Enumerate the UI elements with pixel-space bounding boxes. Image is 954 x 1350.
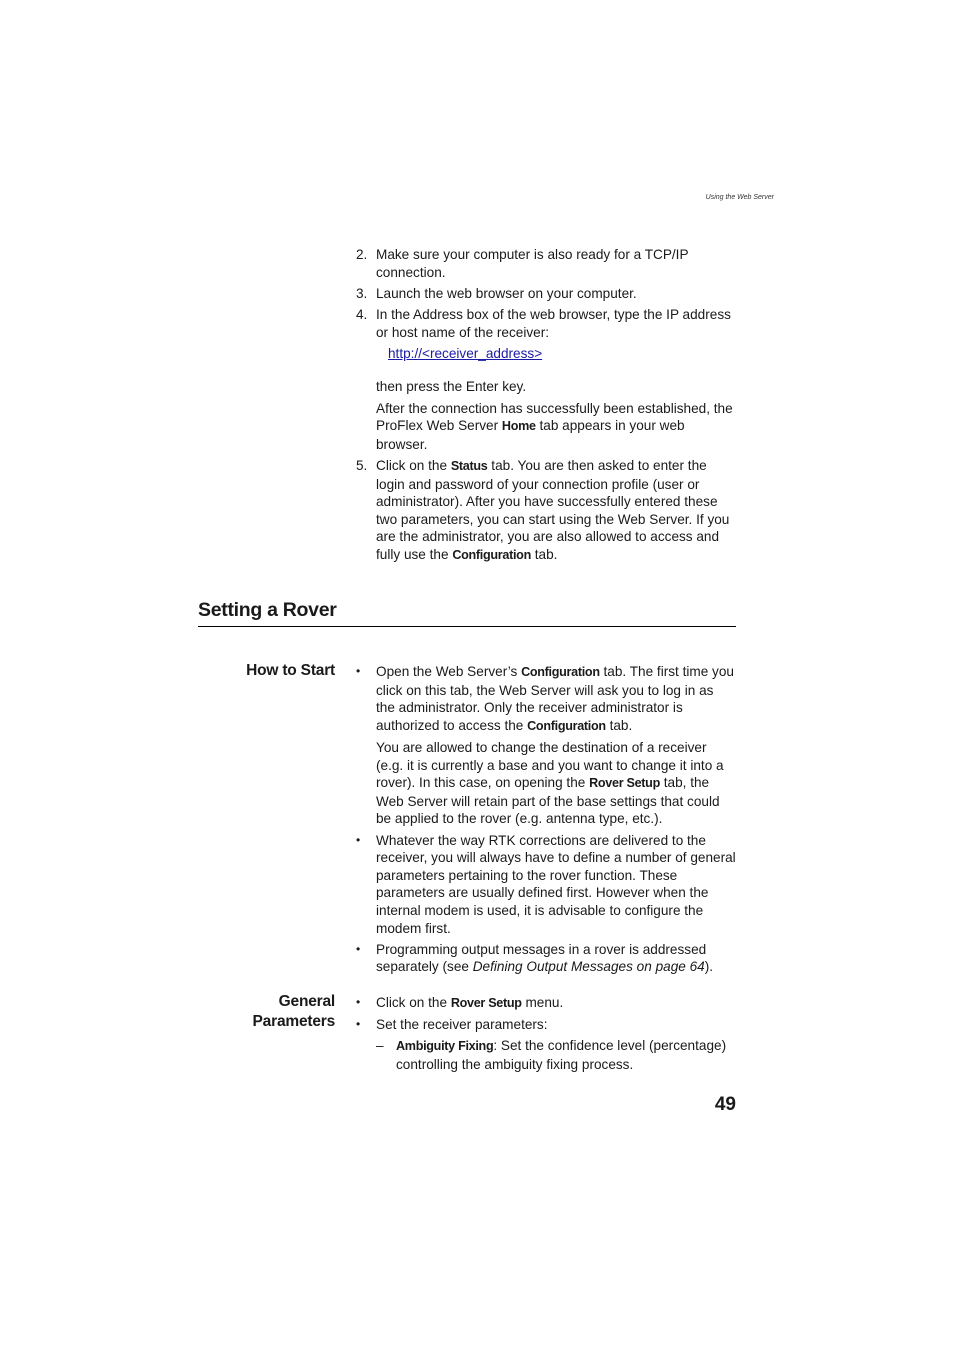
running-head: Using the Web Server	[705, 194, 774, 201]
text-run: menu.	[521, 995, 564, 1010]
bullet-icon: •	[356, 1017, 361, 1032]
page-number: 49	[714, 1094, 736, 1115]
after-connection-text	[356, 400, 736, 454]
section-title: Setting a Rover	[198, 598, 736, 627]
rover-setup-menu-label: Rover Setup	[450, 996, 522, 1010]
status-tab-label: Status	[450, 458, 488, 473]
general-parameters-heading	[198, 992, 335, 1032]
list-item	[356, 285, 736, 303]
text-run: Set the receiver parameters:	[376, 1017, 548, 1033]
steps-list	[356, 246, 736, 568]
text-run: After the connection has successfully been established, the ProFlex Web Server	[376, 400, 733, 434]
step-number: 3.	[356, 285, 368, 301]
bullet-icon: •	[356, 995, 361, 1009]
step-number: 4.	[356, 306, 368, 322]
list-item	[356, 306, 736, 341]
heading-line: Parameters	[252, 1013, 335, 1030]
text-run: tab, the Web Server will retain part of the base settings that could be applied to the rover (e.g. antenna type, etc.).	[376, 775, 720, 827]
text-run: You are allowed to change the destination of a receiver (e.g. it is currently a base and you want to change it into a rover). In this case, on opening the	[376, 739, 724, 791]
text-run: tab. You are then asked to enter the login and password of your connection profile (user or administrator). After you have successfully entered these two parameters, you can start using the Web Server. If you are the administrator, you are also allowed to access and fully use the	[376, 457, 730, 562]
list-item	[356, 457, 736, 565]
text-run: Programming output messages in a rover is addressed separately (see	[376, 941, 707, 975]
then-press-text: then press the Enter key.	[376, 379, 527, 395]
step-text: In the Address box of the web browser, type the IP address or host name of the receiver:	[376, 306, 731, 340]
text-run: Open the Web Server’s	[376, 664, 522, 679]
configuration-tab-label: Configuration	[527, 718, 606, 733]
how-to-start-heading: How to Start	[246, 662, 335, 679]
cross-reference[interactable]: Defining Output Messages on page 64	[472, 959, 705, 975]
sub-list-item	[356, 1037, 736, 1073]
list-item	[356, 994, 736, 1013]
configuration-tab-label: Configuration	[521, 665, 600, 679]
text-run: : Set the confidence level (percentage) controlling the ambiguity fixing process.	[396, 1038, 727, 1072]
receiver-address-link[interactable]: http://<receiver_address>	[388, 345, 543, 361]
text-run: Whatever the way RTK corrections are delivered to the receiver, you will always have to define a number of general parameters pertaining to the rover function. These parameters are usually defined first. However when the internal modem is used, it is advisable to configure the modem first.	[376, 832, 736, 936]
ambiguity-fixing-label: Ambiguity Fixing	[396, 1039, 494, 1054]
bullet-icon: •	[356, 664, 361, 678]
text-run: Click on the	[376, 457, 451, 473]
destination-paragraph	[356, 739, 736, 828]
text-run: tab appears in your web browser.	[376, 418, 685, 452]
url-line	[356, 345, 736, 363]
general-parameters-content	[356, 994, 736, 1077]
text-run: ).	[704, 959, 714, 975]
text-run: Click on the	[376, 995, 451, 1010]
list-item	[356, 246, 736, 281]
dash-icon: –	[376, 1038, 384, 1054]
text-run: tab. The first time you click on this tab, the Web Server will ask you to log in as the administrator. Only the receiver administrator is authorized to access the	[376, 664, 734, 733]
list-item	[356, 663, 736, 735]
heading-line: General	[278, 993, 335, 1010]
configuration-tab-label: Configuration	[452, 547, 531, 562]
bullet-icon: •	[356, 832, 361, 847]
step-number: 5.	[356, 457, 368, 473]
step-text: Launch the web browser on your computer.	[376, 285, 637, 301]
text-run: tab.	[605, 717, 633, 733]
how-to-start-content	[356, 663, 736, 979]
home-tab-label: Home	[501, 419, 536, 434]
list-item	[356, 832, 736, 938]
list-item	[356, 941, 736, 976]
bullet-icon: •	[356, 941, 361, 956]
text-run: tab.	[530, 546, 558, 562]
step-text: Make sure your computer is also ready for a TCP/IP connection.	[376, 247, 689, 280]
rover-setup-tab-label: Rover Setup	[589, 776, 660, 791]
list-item	[356, 1016, 736, 1034]
step-number: 2.	[356, 247, 368, 262]
